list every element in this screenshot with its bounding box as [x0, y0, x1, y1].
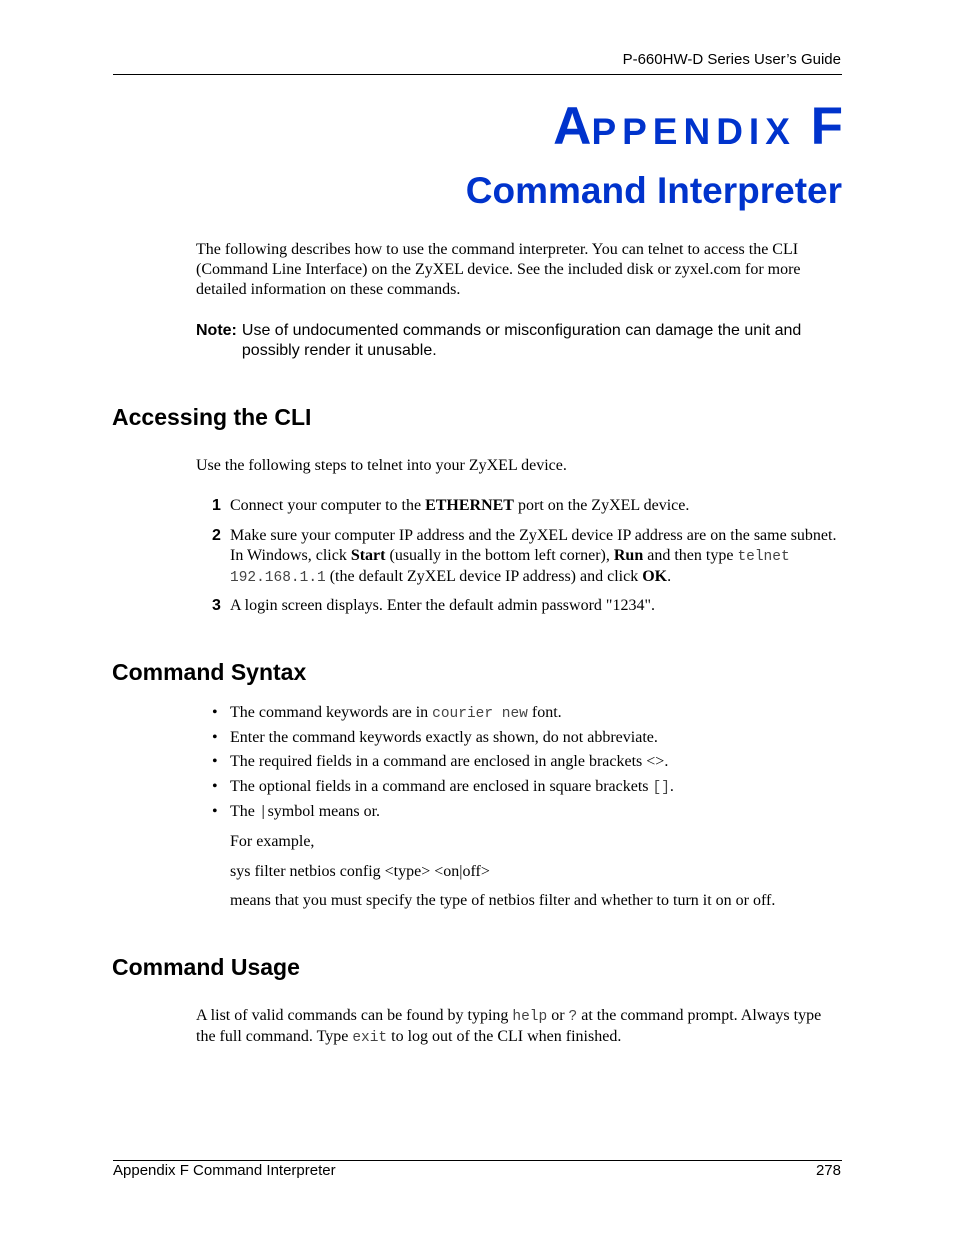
telnet-command: telnet 192.168.1.1	[230, 549, 790, 586]
step-3	[196, 596, 842, 616]
running-header: P-660HW-D Series User’s Guide	[622, 51, 841, 68]
page-number: 278	[815, 1162, 841, 1179]
step-1	[196, 496, 842, 516]
accessing-lead: Use the following steps to telnet into your ZyXEL device.	[196, 457, 567, 474]
footer-rule	[113, 1160, 842, 1161]
step-text: Make sure your computer IP address and the ZyXEL device IP address are on the same subnet. In Windows, click Start (usually in the bottom left corner), Run and then type telnet 192.168.1.1 (the default ZyXEL device IP address) and click OK.	[230, 527, 837, 586]
list-item: • The required fields in a command are enclosed in angle brackets <>.	[212, 753, 669, 770]
example-command: sys filter netbios config <type> <on|off>	[230, 863, 490, 880]
heading-command-syntax: Command Syntax	[112, 659, 307, 685]
list-item: • The |symbol means or.	[212, 803, 381, 821]
intro-paragraph: The following describes how to use the command interpreter. You can telnet to access the CLI (Command Line Interface) on the ZyXEL device. See the included disk or zyxel.com for more detailed information on these commands.	[196, 241, 801, 298]
heading-command-usage: Command Usage	[112, 954, 300, 980]
example-explanation: means that you must specify the type of netbios filter and whether to turn it on or off.	[230, 892, 776, 909]
appendix-letter: F	[810, 97, 843, 156]
heading-accessing-cli: Accessing the CLI	[112, 404, 312, 430]
step-2	[196, 526, 842, 588]
chapter-title: Command Interpreter	[465, 170, 842, 211]
step-number: 3	[212, 597, 221, 614]
note-text: Use of undocumented commands or misconfiguration can damage the unit and possibly render it unusable.	[241, 322, 802, 359]
usage-paragraph: A list of valid commands can be found by typing help or ? at the command prompt. Always type the full command. Type exit to log out of the CLI when finished.	[196, 1007, 822, 1046]
list-item: • Enter the command keywords exactly as shown, do not abbreviate.	[212, 729, 658, 746]
list-item: • The optional fields in a command are enclosed in square brackets [].	[212, 778, 674, 796]
appendix-title	[553, 97, 843, 156]
header-rule	[113, 74, 842, 75]
step-text: Connect your computer to the ETHERNET port on the ZyXEL device.	[230, 497, 690, 514]
for-example: For example,	[230, 833, 315, 850]
appendix-rest: PPENDIX	[591, 111, 796, 152]
note-label: Note:	[196, 322, 237, 339]
note-block	[196, 321, 842, 361]
step-text: A login screen displays. Enter the default admin password "1234".	[230, 597, 655, 614]
step-number: 2	[212, 527, 221, 544]
footer-title: Appendix F Command Interpreter	[113, 1162, 336, 1179]
step-number: 1	[212, 497, 221, 514]
appendix-initial: A	[553, 97, 592, 156]
list-item: • The command keywords are in courier new font.	[212, 704, 562, 722]
